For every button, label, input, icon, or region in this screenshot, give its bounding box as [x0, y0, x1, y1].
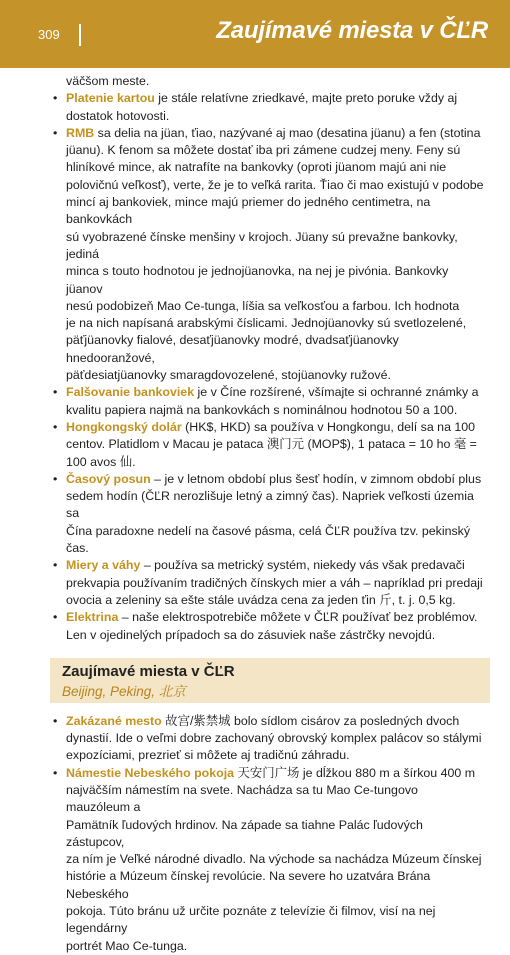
list-item [52, 125, 484, 384]
list-item [52, 384, 484, 419]
bullet-icon: • [53, 610, 58, 625]
continuation-text: väčšom meste. [66, 74, 150, 88]
item-text: je v Číne rozšírené, všímajte si ochranné známky a [194, 385, 479, 400]
bullet-icon: • [53, 419, 58, 434]
item-term: Hongkongský dolár [66, 419, 182, 434]
item-text: za ním je Veľké národné divadlo. Na východe sa nachádza Múzeum čínskej [66, 852, 482, 867]
practical-info-list [52, 90, 484, 644]
header-divider [79, 24, 81, 46]
item-text: dynastií. Ide o veľmi dobre zachovaný obrovský komplex palácov so stálymi [66, 731, 482, 746]
item-text: ovocia a zeleniny sa ešte stále uvádza cena za jeden ťin 斤, t. j. 0,5 kg. [66, 592, 456, 607]
list-item [52, 419, 484, 471]
item-text: je na nich napísaná arabskými číslicami. Jednojüanovky sú svetlozelené, [66, 316, 467, 331]
item-text: päťdesiatjüanovky smaragdovozelené, stojüanovky ružové. [66, 368, 391, 383]
item-text: mincí aj bankoviek, mince majú priemer do jedného centimetra, na bankovkách [66, 195, 431, 227]
item-term: Platenie kartou [66, 91, 155, 106]
sights-list [52, 713, 484, 955]
bullet-icon: • [53, 713, 58, 728]
item-term: Zakázané mesto [66, 713, 162, 728]
section-title: Zaujímavé miesta v ČĽR [62, 662, 235, 680]
item-text: 天安门广场 je dĺžkou 880 m a šírkou 400 m [234, 765, 476, 780]
item-text: sa delia na jüan, ťiao, nazývané aj mao (desatina jüanu) a fen (stotina [94, 125, 481, 140]
item-text: 100 avos 仙. [66, 454, 136, 469]
bullet-icon: • [53, 91, 58, 106]
item-text: nesú podobizeň Mao Ce-tunga, líšia sa veľkosťou a farbou. Ich hodnota [66, 298, 460, 313]
item-text: 故宫/紫禁城 bolo sídlom cisárov za posledných dvoch [161, 713, 460, 728]
item-text: – naše elektrospotrebiče môžete v ČĽR používať bez problémov. [118, 610, 478, 625]
item-text: – používa sa metrický systém, niekedy vás však predavači [140, 558, 465, 573]
item-text: je stále relatívne zriedkavé, majte preto poruke vždy aj [154, 91, 458, 106]
item-text: polovičnú veľkosť), verte, že je to veľká rarita. Ťiao či mao existujú v podobe [66, 177, 484, 192]
bullet-icon: • [53, 765, 58, 780]
item-term: Miery a váhy [66, 558, 141, 573]
item-text: Pamätník ľudových hrdinov. Na západe sa tiahne Palác ľudových zástupcov, [66, 817, 423, 849]
item-text: päťjüanovky fialové, desaťjüanovky modré, dvadsaťjüanovky hnedooranžové, [66, 333, 399, 365]
running-header-title: Zaujímavé miesta v ČĽR [216, 17, 488, 44]
item-text: – je v letnom období plus šesť hodín, v zimnom období plus [150, 471, 482, 486]
bullet-icon: • [53, 385, 58, 400]
item-text: sedem hodín (ČĽR nerozlišuje letný a zimný čas). Napriek veľkosti územia sa [66, 489, 474, 521]
bullet-icon: • [53, 125, 58, 140]
section-heading-box [50, 658, 490, 703]
item-text: kvalitu papiera najmä na bankovkách s nominálnou hodnotou 50 a 100. [66, 402, 458, 417]
item-text: expozíciami, prezrieť si môžete aj tradičnú záhradu. [66, 748, 350, 763]
item-text: dostatok hotovosti. [66, 108, 170, 123]
item-text: pokoja. Túto bránu už určite poznáte z televízie či filmov, visí na nej legendárny [66, 904, 436, 936]
bullet-icon: • [53, 471, 58, 486]
item-term: Námestie Nebeského pokoja [66, 765, 235, 780]
item-term: Časový posun [66, 471, 151, 486]
item-term: Elektrina [66, 610, 119, 625]
list-item [52, 557, 484, 609]
page-body [52, 73, 484, 955]
section-subtitle: Beijing, Peking, 北京 [62, 683, 186, 699]
item-text: histórie a Múzeum čínskej revolúcie. Na severe ho uzatvára Brána Nebeského [66, 869, 431, 901]
page-header-band [0, 0, 510, 68]
list-item [52, 90, 484, 125]
item-text: centov. Platidlom v Macau je pataca 澳门元 (MOP$), 1 pataca = 10 ho 毫 = [66, 437, 477, 452]
list-item [52, 471, 484, 557]
item-text: jüanu). K fenom sa môžete dostať iba pri zámene cudzej meny. Feny sú [66, 143, 461, 158]
list-item [52, 765, 484, 955]
item-text: Len v ojedinelých prípadoch sa do zásuviek naše zástrčky nevojdú. [66, 627, 436, 642]
item-text: hliníkové mince, ak natrafíte na bankovky (oproti jüanom majú ani nie [66, 160, 447, 175]
item-term: Falšovanie bankoviek [66, 385, 195, 400]
item-text: Čína paradoxne nedelí na časové pásma, celá ČĽR používa tzv. pekinský čas. [66, 523, 471, 556]
item-text: portrét Mao Ce-tunga. [66, 938, 188, 953]
page-number: 309 [38, 27, 60, 42]
item-text: minca s touto hodnotou je jednojüanovka, na nej je pivónia. Bankovky jüanov [66, 264, 449, 296]
item-term: RMB [66, 125, 95, 140]
list-item [52, 609, 484, 644]
item-text: prekvapia používaním tradičných čínskych mier a váh – napríklad pri predaji [66, 575, 483, 590]
item-text: sú vyobrazené čínske menšiny v krojoch. Jüany sú prevažne bankovky, jediná [66, 229, 458, 261]
item-text: najväčším námestím na svete. Nachádza sa tu Mao Ce-tungovo mauzóleum a [66, 782, 418, 815]
bullet-icon: • [53, 558, 58, 573]
list-item [52, 713, 484, 765]
item-text: (HK$, HKD) sa používa v Hongkongu, delí sa na 100 [181, 419, 476, 434]
